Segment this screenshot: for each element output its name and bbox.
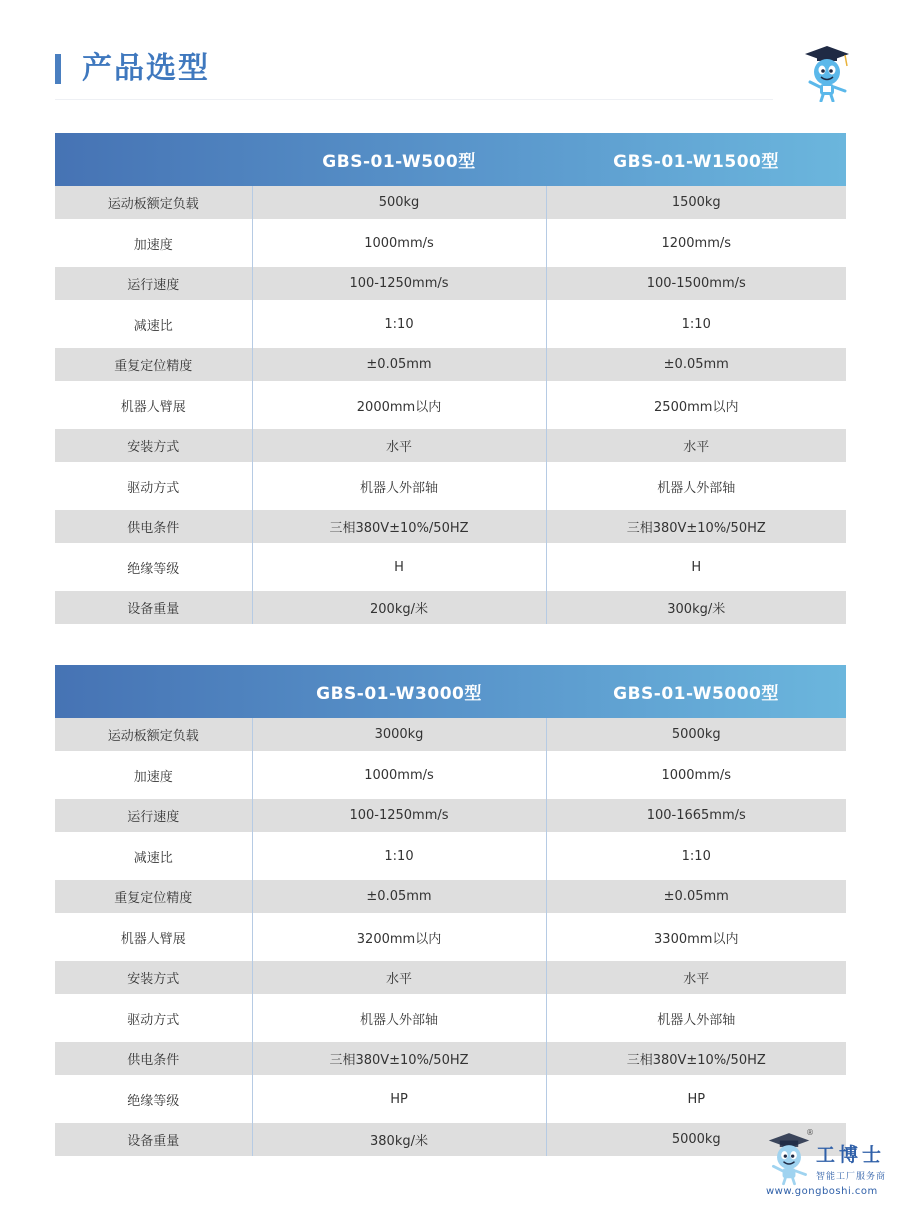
table-row <box>55 994 846 1042</box>
row-value: 机器人外部轴 <box>252 994 546 1042</box>
row-value: H <box>252 543 546 591</box>
row-value: 1000mm/s <box>252 219 546 267</box>
row-label: 运行速度 <box>127 810 180 825</box>
row-value: 1:10 <box>546 832 846 880</box>
table-row <box>55 462 846 510</box>
row-value: 100-1250mm/s <box>252 799 546 832</box>
row-value: ±0.05mm <box>252 348 546 381</box>
row-label: 减速比 <box>133 318 173 334</box>
row-value: 2500mm以内 <box>546 381 846 429</box>
table-row <box>55 186 846 219</box>
title-divider <box>55 99 773 100</box>
registered-mark: ® <box>806 1128 814 1137</box>
row-value: 1000mm/s <box>546 751 846 799</box>
row-value: ±0.05mm <box>546 880 846 913</box>
row-value: 100-1665mm/s <box>546 799 846 832</box>
table-row <box>55 751 846 799</box>
table-header-row <box>55 665 846 718</box>
title-accent-bar <box>55 54 61 84</box>
row-value: 380kg/米 <box>252 1123 546 1156</box>
row-label: 供电条件 <box>127 521 180 536</box>
row-value: 机器人外部轴 <box>252 462 546 510</box>
row-value: 三相380V±10%/50HZ <box>546 1042 846 1075</box>
row-label: 机器人臂展 <box>120 931 186 947</box>
row-label: 运行速度 <box>127 278 180 293</box>
row-value: 200kg/米 <box>252 591 546 624</box>
row-label: 安装方式 <box>127 440 180 455</box>
row-value: 5000kg <box>546 1123 846 1156</box>
table-row <box>55 1075 846 1123</box>
table-row <box>55 348 846 381</box>
table-header-row <box>55 133 846 186</box>
spec-table-2 <box>55 665 846 1156</box>
page-title: 产品选型 <box>82 51 210 86</box>
row-label: 绝缘等级 <box>127 561 180 577</box>
row-value: 1:10 <box>546 300 846 348</box>
table-row <box>55 543 846 591</box>
row-value: 2000mm以内 <box>252 381 546 429</box>
table-row <box>55 799 846 832</box>
row-value: 500kg <box>252 186 546 219</box>
row-label: 设备重量 <box>127 602 180 617</box>
table-row <box>55 219 846 267</box>
row-label: 供电条件 <box>127 1053 180 1068</box>
table-row <box>55 1042 846 1075</box>
table-row <box>55 913 846 961</box>
graduate-mascot-icon <box>802 44 852 102</box>
row-value: H <box>546 543 846 591</box>
row-label: 重复定位精度 <box>114 891 193 906</box>
model-header: GBS-01-W1500型 <box>613 152 779 172</box>
row-value: 水平 <box>252 429 546 462</box>
table-row <box>55 591 846 624</box>
row-label: 驱动方式 <box>127 1012 180 1028</box>
row-value: ±0.05mm <box>546 348 846 381</box>
row-label: 运动板额定负载 <box>107 197 199 212</box>
row-label: 机器人臂展 <box>120 399 186 415</box>
model-header: GBS-01-W5000型 <box>613 684 779 704</box>
row-value: 水平 <box>252 961 546 994</box>
table-row <box>55 429 846 462</box>
row-value: 3300mm以内 <box>546 913 846 961</box>
spec-table-1 <box>55 133 846 624</box>
row-label: 设备重量 <box>127 1134 180 1149</box>
row-value: 1500kg <box>546 186 846 219</box>
model-header: GBS-01-W3000型 <box>316 684 482 704</box>
row-value: 5000kg <box>546 718 846 751</box>
header-empty-cell <box>55 133 252 186</box>
row-label: 绝缘等级 <box>127 1093 180 1109</box>
row-value: 1000mm/s <box>252 751 546 799</box>
row-value: 1:10 <box>252 300 546 348</box>
brand-tagline: 智能工厂服务商 <box>816 1172 887 1182</box>
row-value: 三相380V±10%/50HZ <box>252 510 546 543</box>
row-value: 机器人外部轴 <box>546 994 846 1042</box>
graduate-mascot-icon <box>766 1130 812 1186</box>
row-label: 运动板额定负载 <box>107 729 199 744</box>
row-value: 水平 <box>546 429 846 462</box>
table-row <box>55 267 846 300</box>
table-row <box>55 1123 846 1156</box>
brand-url: www.gongboshi.com <box>766 1186 878 1197</box>
header-empty-cell <box>55 665 252 718</box>
row-value: 三相380V±10%/50HZ <box>252 1042 546 1075</box>
row-value: 三相380V±10%/50HZ <box>546 510 846 543</box>
row-label: 加速度 <box>133 237 173 253</box>
brand-logo <box>762 1128 892 1202</box>
row-value: 3000kg <box>252 718 546 751</box>
row-value: 100-1500mm/s <box>546 267 846 300</box>
table-row <box>55 832 846 880</box>
brand-name: 工博士 <box>816 1144 886 1166</box>
row-value: 100-1250mm/s <box>252 267 546 300</box>
row-value: ±0.05mm <box>252 880 546 913</box>
table-row <box>55 880 846 913</box>
table-row <box>55 381 846 429</box>
row-value: HP <box>546 1075 846 1123</box>
row-label: 安装方式 <box>127 972 180 987</box>
row-label: 加速度 <box>133 769 173 785</box>
row-value: 机器人外部轴 <box>546 462 846 510</box>
row-value: 1:10 <box>252 832 546 880</box>
row-value: HP <box>252 1075 546 1123</box>
row-value: 1200mm/s <box>546 219 846 267</box>
table-row <box>55 718 846 751</box>
table-row <box>55 300 846 348</box>
row-label: 减速比 <box>133 850 173 866</box>
row-value: 300kg/米 <box>546 591 846 624</box>
row-label: 驱动方式 <box>127 480 180 496</box>
table-row <box>55 510 846 543</box>
table-row <box>55 961 846 994</box>
row-label: 重复定位精度 <box>114 359 193 374</box>
row-value: 3200mm以内 <box>252 913 546 961</box>
model-header: GBS-01-W500型 <box>322 152 476 172</box>
row-value: 水平 <box>546 961 846 994</box>
